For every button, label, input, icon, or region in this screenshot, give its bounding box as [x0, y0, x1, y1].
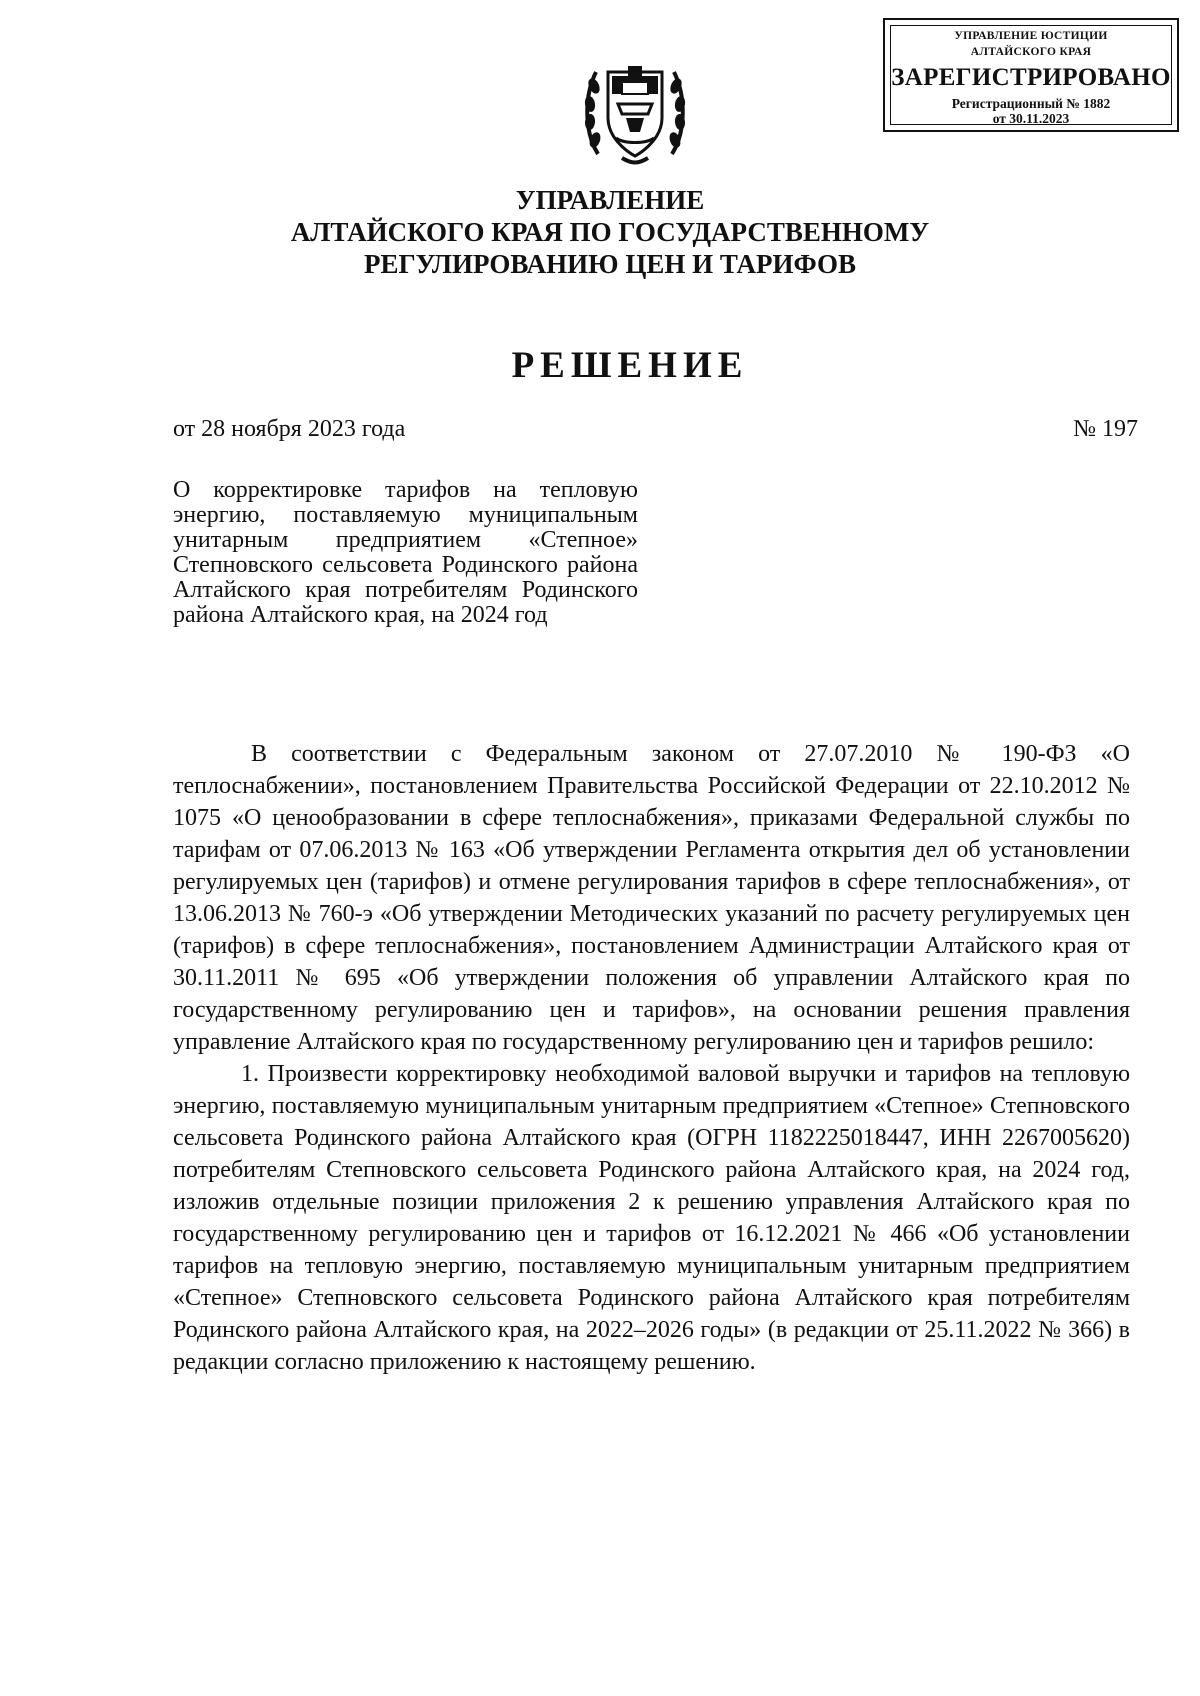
item-1-paragraph: 1. Произвести корректировку необходимой валовой выручки и тарифов на тепловую энергию, поставляемую муниципальным унитарным предприятием «Степное» Степновского сельсовета Родинского района Алтайского края (ОГРН 1182225018447, ИНН 2267005620) потребителям Степновского сельсовета Родинского района Алтайского края, на 2024 год, изложив отдельные позиции приложения 2 к решению управления Алтайского края по государственному регулированию цен и тарифов от 16.12.2021 № 466 «Об установлении тарифов на тепловую энергию, поставляемую муниципальным унитарным предприятием «Степное» Степновского сельсовета Родинского района Алтайского края потребителям Родинского района Алтайского края, на 2022–2026 годы» (в редакции от 25.11.2022 № 366) в редакции согласно приложению к настоящему решению. — [173, 1061, 1130, 1375]
stamp-reg-date: от 30.11.2023 — [992, 111, 1070, 126]
stamp-reg-number: Регистрационный № 1882 — [951, 96, 1111, 111]
stamp-org-line1: УПРАВЛЕНИЕ ЮСТИЦИИ — [954, 30, 1108, 42]
document-subject: О корректировке тарифов на тепловую энергию, поставляемую муниципальным унитарным предприятием «Степное» Степновского сельсовета Родинского района Алтайского края потребителям Родинского района Алтайского края, на 2024 год — [173, 477, 638, 628]
authority-line1: УПРАВЛЕНИЕ — [515, 185, 705, 215]
authority-line3: РЕГУЛИРОВАНИЮ ЦЕН И ТАРИФОВ — [363, 249, 857, 279]
registration-stamp — [883, 18, 1179, 132]
stamp-status: ЗАРЕГИСТРИРОВАНО — [891, 64, 1171, 91]
coat-of-arms-icon — [582, 52, 688, 170]
document-body — [173, 738, 1130, 1378]
issuing-authority — [280, 184, 940, 280]
document-number: № 197 — [1073, 416, 1138, 442]
preamble-paragraph: В соответствии с Федеральным законом от 27.07.2010 № 190-ФЗ «О теплоснабжении», постановлением Правительства Российской Федерации от 22.10.2012 № 1075 «О ценообразовании в сфере теплоснабжения», приказами Федеральной службы по тарифам от 07.06.2013 № 163 «Об утверждении Регламента открытия дел об установлении регулируемых цен (тарифов) и отмене регулирования тарифов в сфере теплоснабжения», от 13.06.2013 № 760-э «Об утверждении Методических указаний по расчету регулируемых цен (тарифов) в сфере теплоснабжения», постановлением Администрации Алтайского края от 30.11.2011 № 695 «Об утверждении положения об управлении Алтайского края по государственному регулированию цен и тарифов», на основании решения правления управление Алтайского края по государственному регулированию цен и тарифов решило: — [173, 741, 1130, 1055]
stamp-inner-border — [890, 25, 1172, 125]
document-date: от 28 ноября 2023 года — [173, 416, 406, 442]
document-type-title: РЕШЕНИЕ — [511, 345, 749, 386]
authority-line2: АЛТАЙСКОГО КРАЯ ПО ГОСУДАРСТВЕННОМУ — [290, 217, 930, 247]
stamp-org-line2: АЛТАЙСКОГО КРАЯ — [970, 46, 1092, 58]
